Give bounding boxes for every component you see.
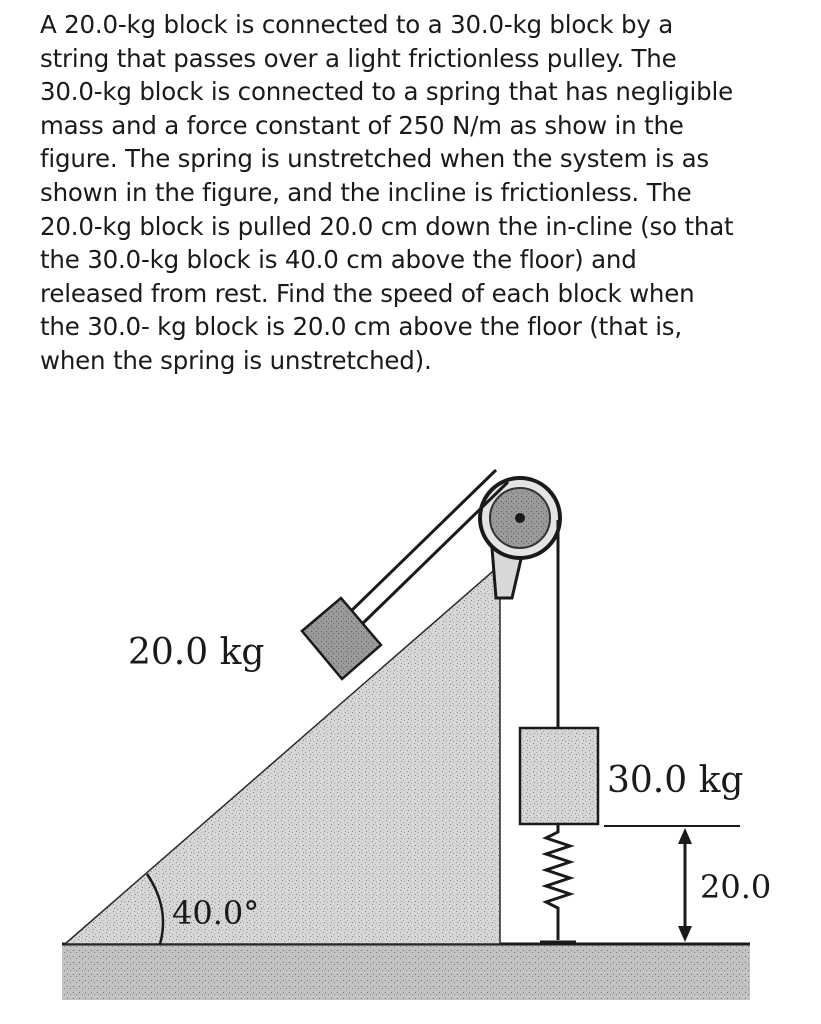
label-angle: 40.0° — [172, 894, 260, 932]
problem-line: released from rest. Find the speed of each block when — [40, 278, 695, 308]
incline-wedge — [65, 565, 500, 944]
problem-line: the 30.0- kg block is 20.0 cm above the floor (that is, — [40, 312, 682, 342]
problem-line: shown in the figure, and the incline is frictionless. The — [40, 177, 692, 207]
height-arrow — [678, 828, 692, 942]
problem-line: the 30.0-kg block is 40.0 cm above the floor) and — [40, 245, 637, 275]
problem-line: mass and a force constant of 250 N/m as show in the — [40, 110, 684, 140]
pulley-wheel — [480, 478, 560, 558]
problem-line: 30.0-kg block is connected to a spring that has negligible — [40, 77, 733, 107]
spring — [546, 824, 570, 940]
label-30kg: 30.0 kg — [607, 760, 744, 801]
problem-line: figure. The spring is unstretched when the system is as — [40, 144, 709, 174]
problem-line: when the spring is unstretched). — [40, 345, 432, 375]
block-20kg — [302, 598, 381, 679]
floor — [62, 944, 750, 1000]
problem-line: string that passes over a light frictionless pulley. The — [40, 43, 677, 73]
label-20kg: 20.0 kg — [128, 632, 265, 673]
label-height: 20.0 — [700, 868, 772, 906]
block-30kg — [520, 728, 598, 824]
problem-line: A 20.0-kg block is connected to a 30.0-kg block by a — [40, 10, 674, 39]
problem-line: 20.0-kg block is pulled 20.0 cm down the in-cline (so that — [40, 211, 734, 241]
